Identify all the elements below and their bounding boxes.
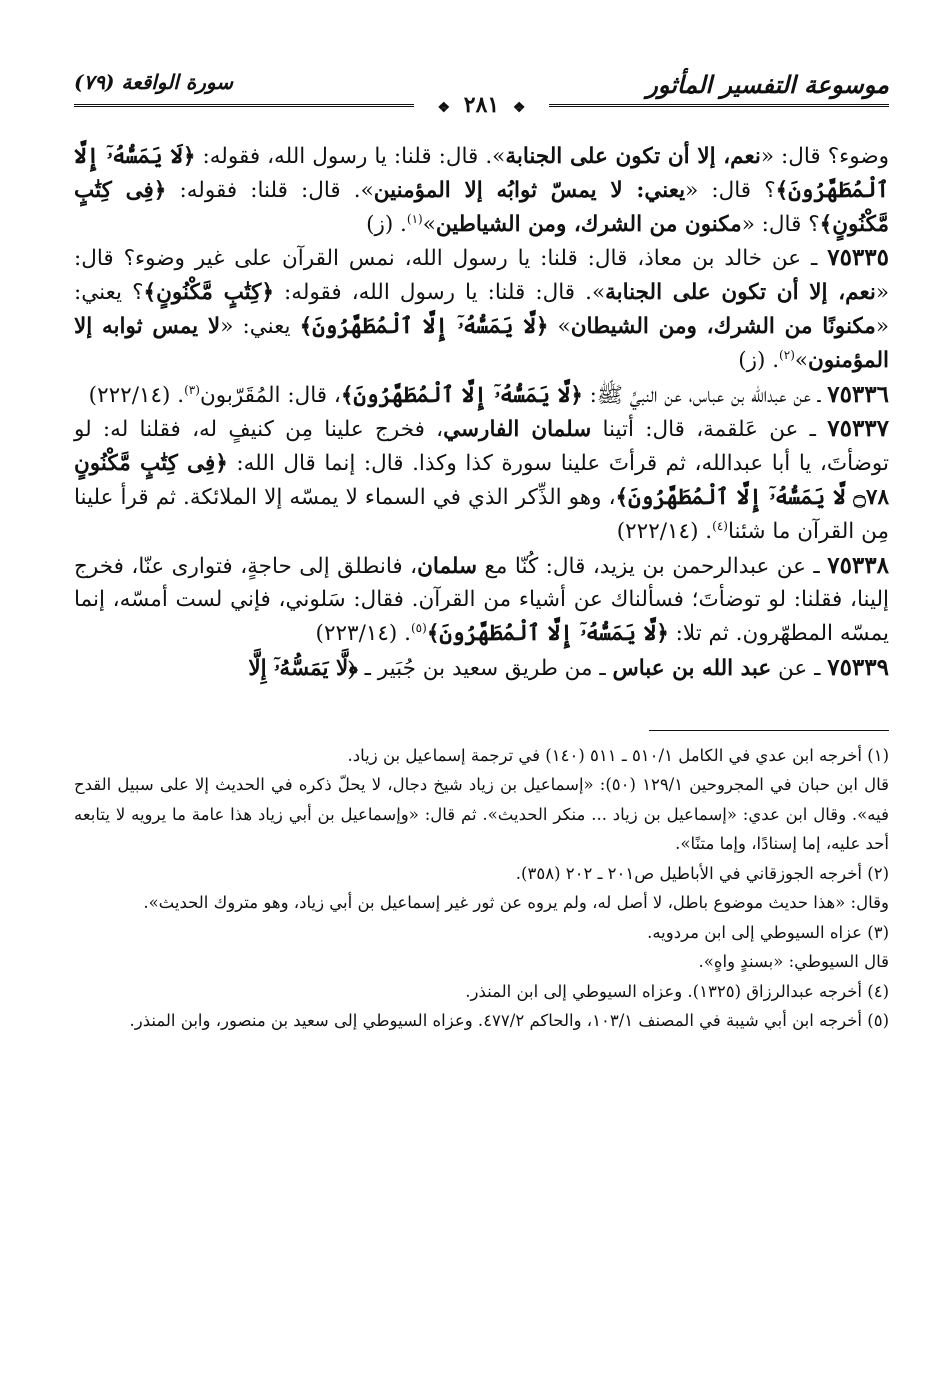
text-run: . (ز) (366, 211, 407, 237)
text-run: يعني: « (220, 313, 300, 339)
text-run: وضوء؟ قال: « (760, 144, 889, 169)
bold-quote: نعم، إلا أن تكون على الجنابة (505, 144, 761, 169)
bold-quote: مكنونًا من الشرك، ومن الشيطان (570, 313, 876, 339)
footnote-ref: (٤) (712, 518, 728, 533)
narration-number: ٧٥٣٣٩ (827, 653, 889, 681)
bold-quote: سلمان (417, 553, 478, 579)
text-run: ، قال: المُقَرّبون (199, 382, 341, 408)
text-run: ـ عن (771, 655, 828, 681)
narration-paragraph (74, 378, 889, 413)
narration-paragraph (74, 140, 889, 241)
text-run: ، فخرج علينا مِن كنيفٍ له، فقلنا له: لو توضأتَ، يا أبا عبدالله، ثم قرأتَ علينا سورة كذا وكذا. قال: إنما قال الله: (74, 417, 889, 477)
footnote-separator (649, 730, 889, 731)
text-run: ـ عن عَلقمة، قال: أتينا (591, 417, 828, 443)
footnote-ref: (٣) (184, 382, 200, 397)
footnote: (٢) أخرجه الجوزقاني في الأباطيل ص٢٠١ ـ ٢٠٢ (٣٥٨). (515, 863, 889, 883)
narration-paragraph (74, 412, 889, 548)
text-run: ، وهو الذِّكر الذي في السماء لا يمسّه إلا الملائكة. ثم قرأ علينا مِن القرآن ما شئنا (74, 484, 889, 544)
footnote-ref: (٢) (779, 347, 795, 362)
quran-verse: ﴿كِتَٰبٍ مَّكْنُونٍ﴾ (143, 280, 274, 306)
text-run: ـ عن عبدالرحمن بن يزيد، قال: كُنّا مع (477, 553, 828, 579)
quran-verse: ﴿لَّا يَمَسُّهُۥٓ إِلَّا ٱلْمُطَهَّرُونَ﴾ (426, 621, 669, 647)
footnote: (٤) أخرجه عبدالرزاق (١٣٢٥). وعزاه السيوطي إلى ابن المنذر. (465, 981, 889, 1001)
bold-quote: مكنون من الشرك، ومن الشياطين (435, 211, 742, 237)
text-run: ؟ قال: « (685, 177, 776, 203)
ornament-icon: ❖ (512, 100, 526, 116)
text-run: » (794, 347, 809, 373)
quran-verse: ﴿فِى كِتَٰبٍ مَّكْنُونٍ﴾ (74, 177, 889, 237)
main-text (74, 140, 889, 686)
quran-verse: ﴿فِى كِتَٰبٍ مَّكْنُونٍ ۝٧٨ لَّا يَمَسُّهُۥٓ إِلَّا ٱلْمُطَهَّرُونَ﴾ (74, 451, 889, 510)
surah-title: سورة الواقعة (٧٩) (74, 70, 234, 94)
narration-number: ٧٥٣٣٥ (827, 244, 889, 272)
text-run: ، فانطلق إلى حاجةٍ، فتوارى عنّا، فخرج إلينا، فقلنا: لو توضأتَ؛ فسألناك عن أشياء من القرآن. فقال: سَلوني، فإني لست أمسّه، إنما يمسّه المطهّرون. ثم تلا: (74, 553, 889, 647)
page-number-block (414, 92, 550, 118)
footnote: قال ابن حبان في المجروحين ١٢٩/١ (٥٠): «إسماعيل بن زياد شيخ دجال، لا يحلّ ذكره في الحديث إلا على سبيل القدح فيه». وقال ابن عدي: «إسماعيل بن زياد ... منكر الحديث». ثم قال: «وإسماعيل بن أبي زياد هذا عامة ما يرويه لا يتابعه أحد عليه، إما إسنادًا، وإما متنًا». (74, 775, 889, 854)
text-run: ». قال: قلنا: يا رسول الله، فقوله: (274, 280, 606, 306)
text-run: . (٢٢٢/١٤) (88, 382, 185, 408)
text-run: ». قال: قلنا: فقوله: (166, 177, 374, 203)
footnotes (74, 741, 889, 1036)
bold-quote: لا يمس ثوابه إلا المؤمنون (74, 313, 889, 373)
text-run: ـ عن خالد بن معاذ، قال: قلنا: يا رسول الله، نمس القرآن على غير وضوء؟ قال: « (74, 246, 889, 306)
text-run: ؟ قال: « (741, 211, 820, 237)
bold-quote: يعني: لا يمسّ ثوابُه إلا المؤمنين (373, 177, 686, 203)
text-run: ـ عن عبدالله بن عباس، عن النبيِّ ﷺ: (582, 382, 828, 408)
text-run: . (٢٢٣/١٤) (315, 621, 411, 647)
bold-quote: نعم، إلا أن تكون على الجنابة (605, 280, 876, 306)
narration-number: ٧٥٣٣٧ (827, 415, 890, 443)
ornament-icon: ❖ (437, 100, 451, 116)
running-header (74, 62, 889, 118)
footnote: (٥) أخرجه ابن أبي شيبة في المصنف ١٠٣/١، والحاكم ٤٧٧/٢. وعزاه السيوطي إلى سعيد بن منصور، وابن المنذر. (129, 1011, 889, 1031)
book-page (74, 62, 889, 1036)
text-run: » (548, 313, 571, 339)
narration-paragraph (74, 549, 889, 651)
quran-verse: ﴿لَّا يَمَسُّهُۥٓ إِلَّا ٱلْمُطَهَّرُونَ﴾ (340, 382, 583, 408)
page-number: ٢٨١ (463, 92, 500, 118)
quran-verse: ﴿لَا يَمَسُّهُۥٓ إِلَّا ٱلْمُطَهَّرُونَ﴾ (74, 144, 889, 203)
text-run: ». قال: قلنا: يا رسول الله، فقوله: (195, 144, 506, 169)
bold-quote: عبد الله بن عباس (612, 655, 772, 681)
narration-number: ٧٥٣٣٦ (827, 380, 889, 408)
text-run: ؟ يعني: « (74, 280, 889, 339)
text-run: . (ز) (738, 347, 780, 373)
quran-verse: ﴿لَّا يَمَسُّهُۥٓ إِلَّا ٱلْمُطَهَّرُونَ﴾ (299, 313, 549, 339)
narration-paragraph (74, 241, 889, 377)
footnote-ref: (١) (406, 211, 423, 226)
text-run: » (422, 211, 436, 237)
footnote: وقال: «هذا حديث موضوع باطل، لا أصل له، ولم يروه عن ثور غير إسماعيل بن أبي زياد، وهو متروك الحديث». (143, 893, 889, 913)
narration-number: ٧٥٣٣٨ (827, 551, 889, 579)
footnote: (١) أخرجه ابن عدي في الكامل ٥١٠/١ ـ ٥١١ (١٤٠) في ترجمة إسماعيل بن زياد. (347, 745, 889, 765)
narration-paragraph (74, 651, 889, 686)
book-title: موسوعة التفسير المأثور (646, 70, 889, 99)
quran-verse: ﴿لَّا يَمَسُّهُۥٓ إِلَّا (248, 655, 358, 681)
text-run: . (٢٢٢/١٤) (616, 518, 713, 544)
footnote: قال السيوطي: «بسندٍ واهٍ». (698, 952, 889, 972)
text-run: ـ من طريق سعيد بن جُبَير ـ (357, 655, 613, 681)
bold-quote: سلمان الفارسي (443, 417, 592, 443)
footnote-ref: (٥) (410, 621, 427, 635)
footnote: (٣) عزاه السيوطي إلى ابن مردويه. (647, 922, 889, 942)
